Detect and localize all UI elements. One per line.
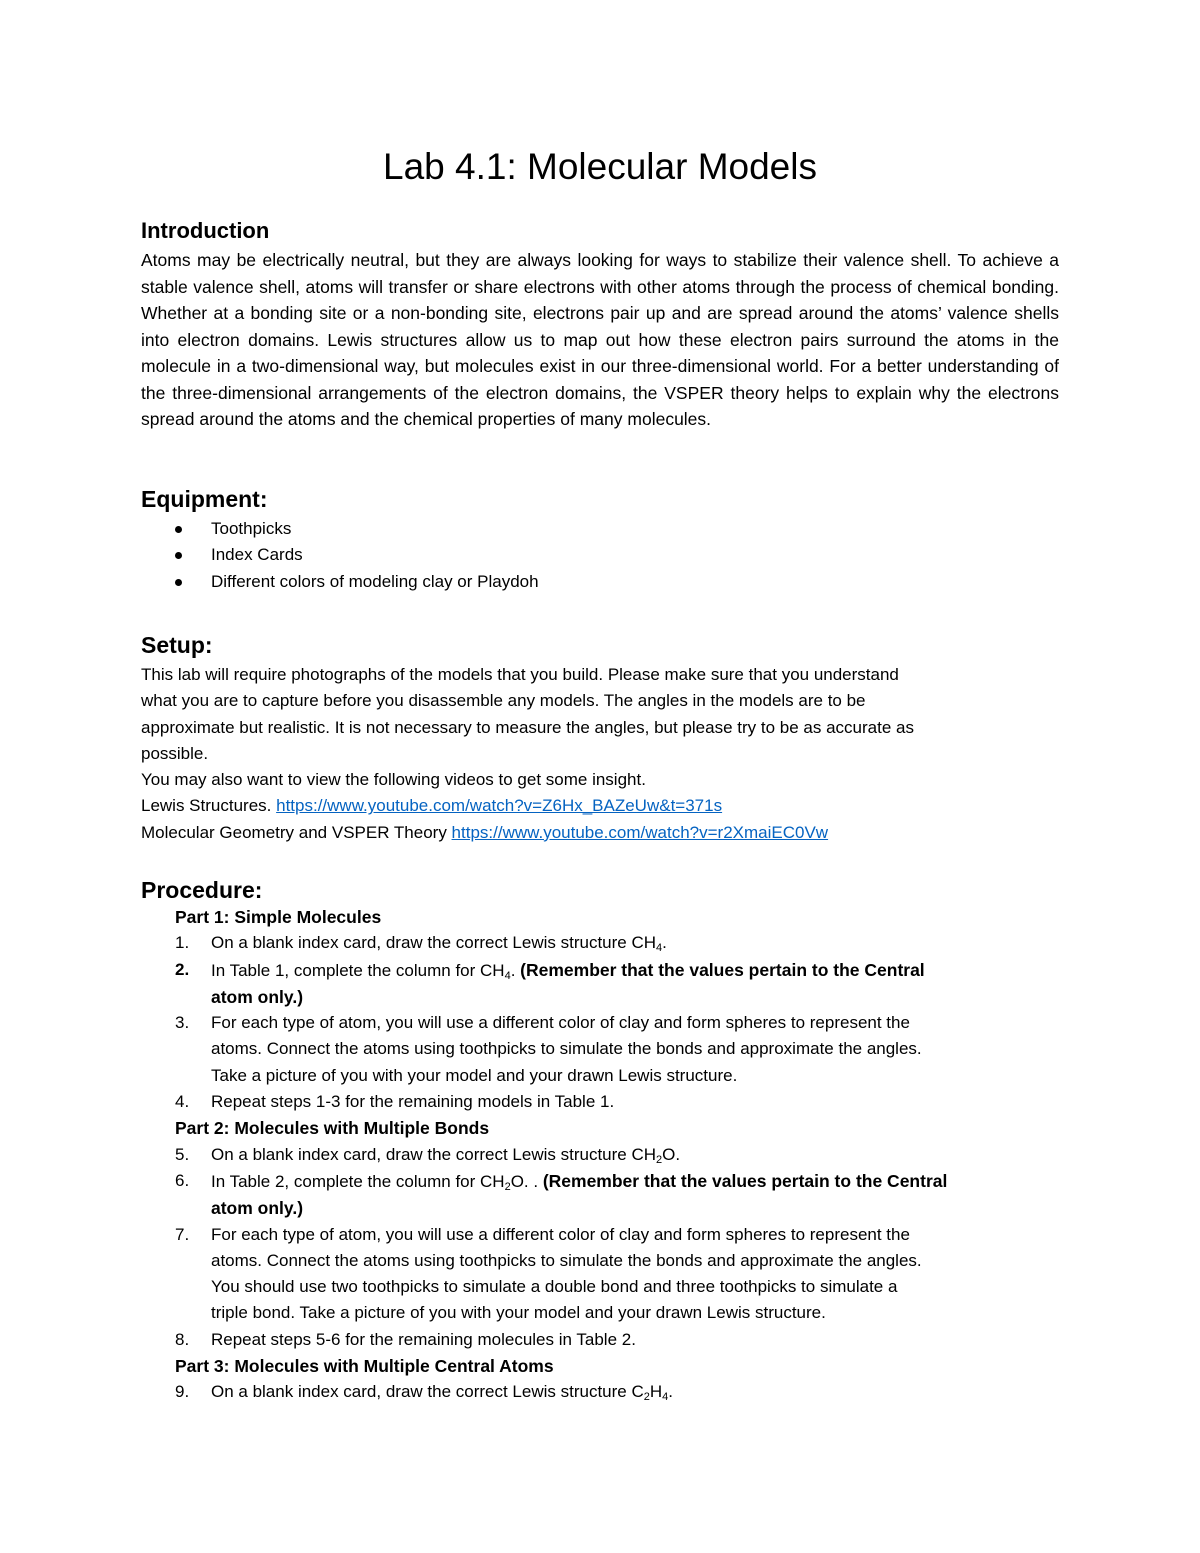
step-7 xyxy=(141,1222,1071,1327)
procedure-section xyxy=(141,904,1071,1406)
introduction-paragraph: Atoms may be electrically neutral, but they are always looking for ways to stabilize their valence shell. To achieve a stable valence shell, atoms will transfer or share electrons with other atoms through the process of chemical bonding. Whether at a bonding site or a non-bonding site, electrons pair up and are spread around the atoms’ valence shells into electron domains. Lewis structures allow us to map out how these electron pairs surround the atoms in the molecule in a two-dimensional way, but molecules exist in our three-dimensional world. For a better understanding of the three-dimensional arrangements of the electron domains, the VSPER theory helps to explain why the electrons spread around the atoms and the chemical properties of many molecules. xyxy=(141,250,1059,429)
step-note: (Remember that the values pertain to the Central xyxy=(542,1170,948,1191)
step-text: triple bond. Take a picture of you with your model and your drawn Lewis structure. xyxy=(211,1303,826,1323)
vsper-video-link[interactable]: https://www.youtube.com/watch?v=r2XmaiEC0Vw xyxy=(451,822,829,842)
step-text: Repeat steps 1-3 for the remaining models in Table 1. xyxy=(211,1092,615,1112)
step-number: 3. xyxy=(175,1013,190,1033)
introduction-heading: Introduction xyxy=(141,218,270,243)
list-item-text: Toothpicks xyxy=(211,519,292,538)
step-1 xyxy=(141,930,1071,956)
setup-line: You may also want to view the following videos to get some insight. xyxy=(141,770,646,790)
step-number: 5. xyxy=(175,1144,190,1164)
vsper-video-line xyxy=(141,820,914,846)
step-number: 8. xyxy=(175,1329,190,1349)
step-text: On a blank index card, draw the correct Lewis structure CH xyxy=(211,933,657,953)
step-2 xyxy=(141,957,1071,1011)
page-title: Lab 4.1: Molecular Models xyxy=(383,146,817,187)
setup-section xyxy=(141,662,914,846)
step-number: 1. xyxy=(175,933,190,953)
lewis-video-label: Lewis Structures. xyxy=(141,796,277,816)
list-item xyxy=(141,569,539,595)
subscript: 2 xyxy=(504,1180,511,1193)
step-text: You should use two toothpicks to simulate a double bond and three toothpicks to simulate a xyxy=(211,1277,898,1297)
list-item-text: Index Cards xyxy=(211,545,303,565)
step-number: 6. xyxy=(175,1170,190,1190)
bullet-icon xyxy=(175,552,182,559)
step-text: Repeat steps 5-6 for the remaining molecules in Table 2. xyxy=(211,1329,636,1349)
step-text: On a blank index card, draw the correct Lewis structure C xyxy=(211,1382,644,1402)
step-note: (Remember that the values pertain to the Central xyxy=(520,959,925,980)
step-8 xyxy=(141,1327,1071,1353)
list-item-text: Different colors of modeling clay or Playdoh xyxy=(211,571,539,591)
bullet-icon xyxy=(175,526,182,533)
procedure-heading: Procedure: xyxy=(141,877,263,903)
step-number: 2. xyxy=(175,959,190,979)
step-9 xyxy=(141,1379,1071,1405)
setup-line: This lab will require photographs of the models that you build. Please make sure that you understand xyxy=(141,665,899,684)
part-1-heading: Part 1: Simple Molecules xyxy=(175,907,382,927)
step-5 xyxy=(141,1142,1071,1168)
lewis-video-line xyxy=(141,793,914,819)
step-text: atoms. Connect the atoms using toothpicks to simulate the bonds and approximate the angles. xyxy=(211,1039,922,1059)
subscript: 4 xyxy=(662,1391,669,1404)
vsper-video-label: Molecular Geometry and VSPER Theory xyxy=(141,822,452,842)
step-text: atoms. Connect the atoms using toothpicks to simulate the bonds and approximate the angles. xyxy=(211,1250,922,1270)
step-text: H xyxy=(649,1382,663,1402)
subscript: 2 xyxy=(643,1391,650,1404)
lewis-video-link[interactable]: https://www.youtube.com/watch?v=Z6Hx_BAZeUw&t=371s xyxy=(276,796,723,816)
step-number: 4. xyxy=(175,1092,190,1112)
step-4 xyxy=(141,1089,1071,1115)
setup-heading: Setup: xyxy=(141,632,213,658)
step-6 xyxy=(141,1168,1071,1222)
step-note: atom only.) xyxy=(211,986,304,1007)
bullet-icon xyxy=(175,579,182,586)
equipment-heading: Equipment: xyxy=(141,486,268,512)
step-3 xyxy=(141,1010,1071,1089)
step-text: In Table 2, complete the column for CH xyxy=(211,1171,505,1191)
subscript: 2 xyxy=(656,1153,663,1166)
part-3-heading: Part 3: Molecules with Multiple Central Atoms xyxy=(175,1356,554,1377)
step-text-end: O. xyxy=(662,1144,681,1164)
setup-line: possible. xyxy=(141,743,209,763)
list-item xyxy=(141,542,539,568)
step-note: atom only.) xyxy=(211,1198,304,1219)
list-item xyxy=(141,516,539,542)
step-text: On a blank index card, draw the correct Lewis structure CH xyxy=(211,1144,657,1164)
step-text-end: . xyxy=(668,1382,674,1402)
step-text: In Table 1, complete the column for CH xyxy=(211,960,505,980)
step-text-end: O. . xyxy=(510,1171,543,1191)
subscript: 4 xyxy=(656,942,663,955)
step-text: For each type of atom, you will use a different color of clay and form spheres to represent the xyxy=(211,1224,910,1244)
part-2-heading: Part 2: Molecules with Multiple Bonds xyxy=(175,1118,490,1139)
step-text-end: . xyxy=(662,933,667,953)
subscript: 4 xyxy=(504,969,511,982)
step-text: For each type of atom, you will use a different color of clay and form spheres to represent the xyxy=(211,1013,910,1033)
equipment-list xyxy=(141,516,539,595)
step-text: Take a picture of you with your model and your drawn Lewis structure. xyxy=(211,1065,738,1085)
step-number: 7. xyxy=(175,1224,190,1244)
step-number: 9. xyxy=(175,1382,190,1402)
setup-line: what you are to capture before you disassemble any models. The angles in the models are to be xyxy=(141,691,866,711)
step-text-end: . xyxy=(510,960,521,980)
setup-line: approximate but realistic. It is not necessary to measure the angles, but please try to be as accurate as xyxy=(141,717,914,737)
